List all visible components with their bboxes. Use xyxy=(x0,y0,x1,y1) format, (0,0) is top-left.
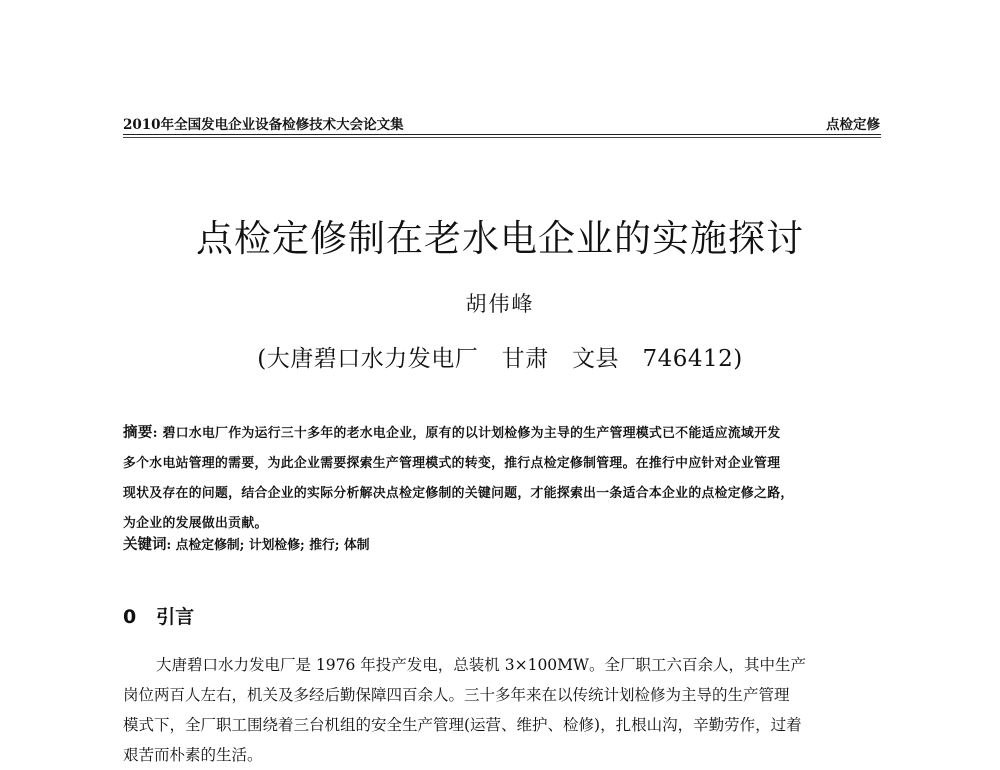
abstract-line: 多个水电站管理的需要，为此企业需要探索生产管理模式的转变，推行点检定修制管理。在推行中应针对企业管理 xyxy=(123,456,781,471)
header-rule-thin xyxy=(123,137,881,138)
abstract-line xyxy=(123,418,883,449)
paper-title: 点检定修制在老水电企业的实施探讨 xyxy=(196,217,804,260)
header-section-name: 点检定修 xyxy=(826,117,880,133)
author-affiliation: (大唐碧口水力发电厂 甘肃 文县 746412) xyxy=(257,346,743,372)
abstract-line: 现状及存在的问题，结合企业的实际分析解决点检定修制的关键问题，才能探索出一条适合本企业的点检定修之路， xyxy=(123,486,794,501)
abstract xyxy=(123,418,883,539)
body-paragraph xyxy=(123,650,883,770)
keywords-label: 关键词 xyxy=(123,537,167,553)
abstract-line: 为企业的发展做出贡献。 xyxy=(123,516,268,531)
section-number: 0 xyxy=(123,606,137,628)
body-line: 大唐碧口水力发电厂是 1976 年投产发电，总装机 3×100MW。全厂职工六百余人，其中生产 xyxy=(156,656,806,674)
keywords-text: : 点检定修制; 计划检修; 推行; 体制 xyxy=(166,538,370,553)
author-name: 胡伟峰 xyxy=(465,292,535,316)
section-title: 引言 xyxy=(156,606,195,628)
header-proceedings-title: 2010年全国发电企业设备检修技术大会论文集 xyxy=(123,117,404,133)
body-line: 模式下，全厂职工围绕着三台机组的安全生产管理(运营、维护、检修)，扎根山沟，辛勤劳作，过着 xyxy=(123,716,802,734)
abstract-line-text: : 碧口水电厂作为运行三十多年的老水电企业，原有的以计划检修为主导的生产管理模式已不能适应流域开发 xyxy=(152,426,781,441)
abstract-label: 摘要 xyxy=(123,425,153,441)
section-heading xyxy=(123,602,194,629)
keywords xyxy=(123,532,883,559)
running-header xyxy=(123,111,880,133)
body-line: 艰苦而朴素的生活。 xyxy=(123,746,263,764)
body-line: 岗位两百人左右，机关及多经后勤保障四百余人。三十多年来在以传统计划检修为主导的生产管理 xyxy=(123,686,790,704)
header-rule xyxy=(123,134,881,135)
